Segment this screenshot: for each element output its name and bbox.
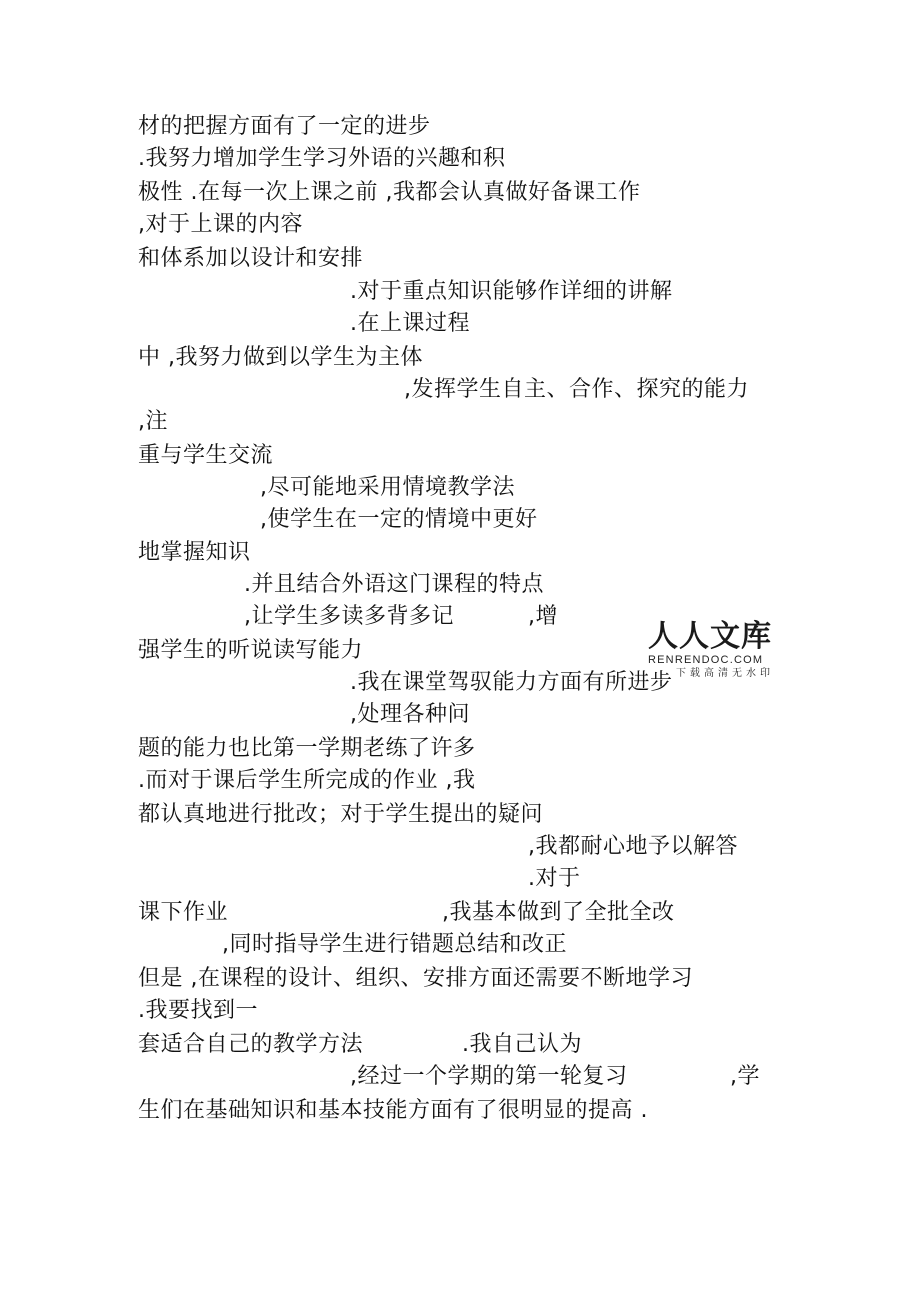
- text-line: .并且结合外语这门课程的特点: [244, 572, 544, 597]
- text-line: 生们在基础知识和基本技能方面有了很明显的提高 .: [138, 1098, 648, 1123]
- text-line: ,使学生在一定的情境中更好: [260, 507, 538, 532]
- text-line: 套适合自己的教学方法: [138, 1032, 364, 1057]
- watermark-tagline: 下载高清无水印: [676, 668, 774, 679]
- text-line: ,发挥学生自主、合作、探究的能力: [404, 377, 749, 402]
- text-line: 材的把握方面有了一定的进步: [138, 114, 431, 139]
- text-line: 极性 .在每一次上课之前 ,我都会认真做好备课工作: [138, 180, 641, 205]
- text-line: .在上课过程: [350, 311, 470, 336]
- text-line: 地掌握知识: [138, 540, 251, 565]
- watermark-url: RENRENDOC.COM: [648, 654, 764, 666]
- text-line: 中 ,我努力做到以学生为主体: [138, 345, 423, 370]
- renrendoc-watermark: [646, 620, 776, 684]
- text-line: ,我都耐心地予以解答: [528, 834, 738, 859]
- text-line: ,同时指导学生进行错题总结和改正: [222, 932, 567, 957]
- text-line: 课下作业: [138, 900, 229, 925]
- text-line: .我要找到一: [138, 998, 258, 1023]
- text-line: 和体系加以设计和安排: [138, 246, 364, 271]
- text-line: 题的能力也比第一学期老练了许多: [138, 736, 476, 761]
- text-line: ,我基本做到了全批全改: [442, 900, 675, 925]
- text-line: .对于: [528, 866, 581, 891]
- text-line: 但是 ,在课程的设计、组织、安排方面还需要不断地学习: [138, 966, 693, 991]
- text-line: ,处理各种问: [350, 702, 470, 727]
- text-line: ,让学生多读多背多记: [244, 604, 454, 629]
- text-line: ,增: [528, 604, 558, 629]
- watermark-title: 人人文库: [648, 619, 772, 654]
- text-line: ,尽可能地采用情境教学法: [260, 475, 515, 500]
- text-line: 重与学生交流: [138, 443, 274, 468]
- text-line: ,注: [138, 409, 168, 434]
- text-line: ,经过一个学期的第一轮复习: [350, 1064, 628, 1089]
- text-line: 强学生的听说读写能力: [138, 638, 364, 663]
- text-line: .而对于课后学生所完成的作业 ,我: [138, 768, 476, 793]
- text-line: .我在课堂驾驭能力方面有所进步: [350, 670, 673, 695]
- text-line: .我努力增加学生学习外语的兴趣和积: [138, 146, 506, 171]
- text-line: ,对于上课的内容: [138, 212, 303, 237]
- text-line: 都认真地进行批改；对于学生提出的疑问: [138, 802, 544, 827]
- text-line: .我自己认为: [462, 1032, 582, 1057]
- text-line: ,学: [730, 1064, 760, 1089]
- text-line: .对于重点知识能够作详细的讲解: [350, 279, 673, 304]
